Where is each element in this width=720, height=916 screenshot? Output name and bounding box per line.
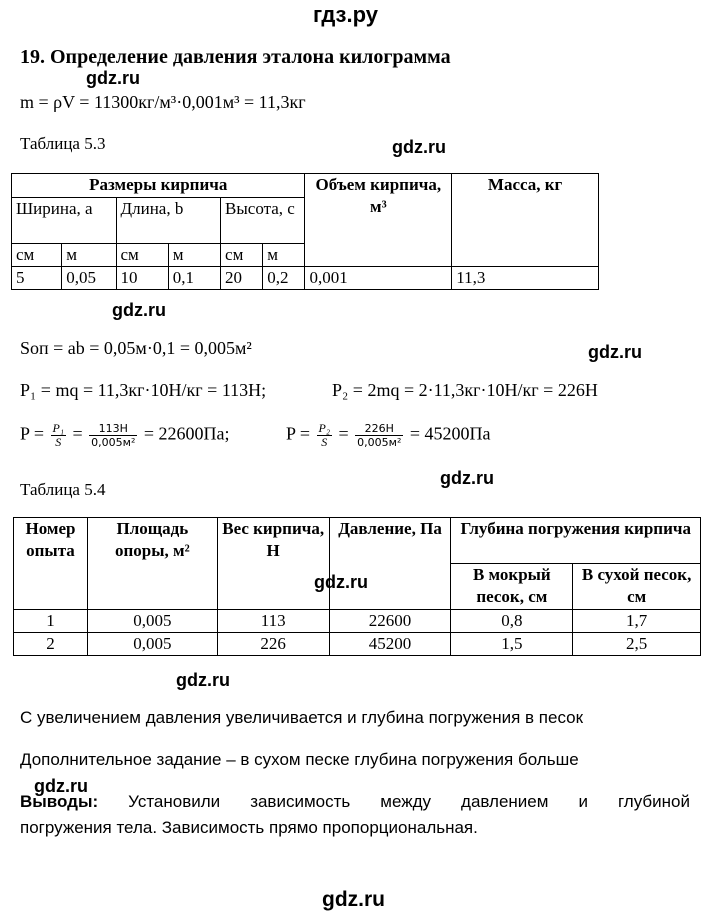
table-cell: 1,5 [451, 633, 573, 656]
header-width: Ширина, а [12, 198, 117, 244]
watermark: gdz.ru [588, 342, 642, 362]
conclusions-line-1 [20, 792, 690, 812]
header-brick-weight: Вес кирпича, Н [217, 518, 329, 610]
table-5-3 [11, 173, 599, 290]
header-height: Высота, с [221, 198, 305, 244]
header-support-area: Площадь опоры, м² [87, 518, 217, 610]
table2-caption: Таблица 5.4 [20, 480, 106, 499]
table-cell: 0,005 [87, 610, 217, 633]
conclusion-paragraph-2: Дополнительное задание – в сухом песке глубина погружения больше [20, 750, 579, 769]
table-cell: 22600 [329, 610, 451, 633]
table-cell: 0,8 [451, 610, 573, 633]
table-cell: 20 [221, 267, 263, 290]
table-cell: 45200 [329, 633, 451, 656]
conclusions-line-2: погружения тела. Зависимость прямо пропорциональная. [20, 818, 478, 837]
conclusion-word: давлением [461, 792, 549, 811]
formula-area: Sоп = ab = 0,05м·0,1 = 0,005м² [20, 338, 252, 358]
table-cell: 113 [217, 610, 329, 633]
table-row [14, 610, 701, 633]
header-pressure: Давление, Па [329, 518, 451, 610]
watermark: gdz.ru [314, 572, 368, 592]
header-immersion-depth: Глубина погружения кирпича [451, 518, 701, 564]
watermark: gdz.ru [392, 137, 446, 157]
formula-mass: m = ρV = 11300кг/м³·0,001м³ = 11,3кг [20, 92, 306, 112]
pressure-formula-left: P = $\frac{\text{P₁}}{S}$ = $\frac{113Н}{\text{0,005м²}}$ = 22600Па; [20, 421, 230, 449]
header-dry-sand: В сухой песок, см [573, 564, 701, 610]
conclusion-word: и [578, 792, 588, 811]
conclusion-word: Установили [128, 792, 221, 811]
table-cell: 11,3 [452, 267, 599, 290]
unit-cell: см [116, 244, 168, 267]
formula-p2: P₂ = 2mq = 2·11,3кг·10Н/кг = 226Н [332, 380, 598, 400]
table-cell: 0,1 [168, 267, 220, 290]
header-length: Длина, b [116, 198, 221, 244]
table-cell: 2,5 [573, 633, 701, 656]
unit-cell: см [221, 244, 263, 267]
table-row [12, 267, 599, 290]
table-cell: 2 [14, 633, 88, 656]
conclusions-label: Выводы: [20, 792, 99, 811]
table-cell: 1,7 [573, 610, 701, 633]
conclusion-paragraph-1: С увеличением давления увеличивается и глубина погружения в песок [20, 708, 584, 727]
watermark: gdz.ru [440, 468, 494, 488]
conclusion-word: зависимость [250, 792, 351, 811]
formula-p1: P₁ = mq = 11,3кг·10Н/кг = 113Н; [20, 380, 267, 400]
header-experiment-number: Номер опыта [14, 518, 88, 610]
header-volume: Объем кирпича, м³ [305, 174, 452, 267]
unit-cell: см [12, 244, 62, 267]
unit-cell: м [168, 244, 220, 267]
site-header[interactable]: гдз.ру [313, 2, 378, 27]
pressure-formula-right: P = $\frac{\text{P₂}}{S}$ = $\frac{226Н}{\text{0,005м²}}$ = 45200Па [286, 421, 491, 449]
watermark: gdz.ru [112, 300, 166, 320]
table-cell: 0,2 [263, 267, 305, 290]
table-cell: 226 [217, 633, 329, 656]
table-cell: 0,001 [305, 267, 452, 290]
unit-cell: м [62, 244, 116, 267]
header-brick-dimensions: Размеры кирпича [12, 174, 305, 198]
table1-caption: Таблица 5.3 [20, 134, 106, 153]
table-row [14, 633, 701, 656]
header-mass: Масса, кг [452, 174, 599, 267]
section-heading: 19. Определение давления эталона килограмма [20, 46, 451, 68]
table-cell: 10 [116, 267, 168, 290]
conclusion-word: глубиной [617, 792, 690, 811]
table-cell: 0,005 [87, 633, 217, 656]
conclusion-word: между [380, 792, 432, 811]
table-cell: 1 [14, 610, 88, 633]
table-cell: 5 [12, 267, 62, 290]
header-wet-sand: В мокрый песок, см [451, 564, 573, 610]
watermark: gdz.ru [34, 776, 88, 796]
table-cell: 0,05 [62, 267, 116, 290]
watermark: gdz.ru [176, 670, 230, 690]
watermark: gdz.ru [86, 68, 140, 88]
unit-cell: м [263, 244, 305, 267]
watermark: gdz.ru [322, 888, 385, 911]
